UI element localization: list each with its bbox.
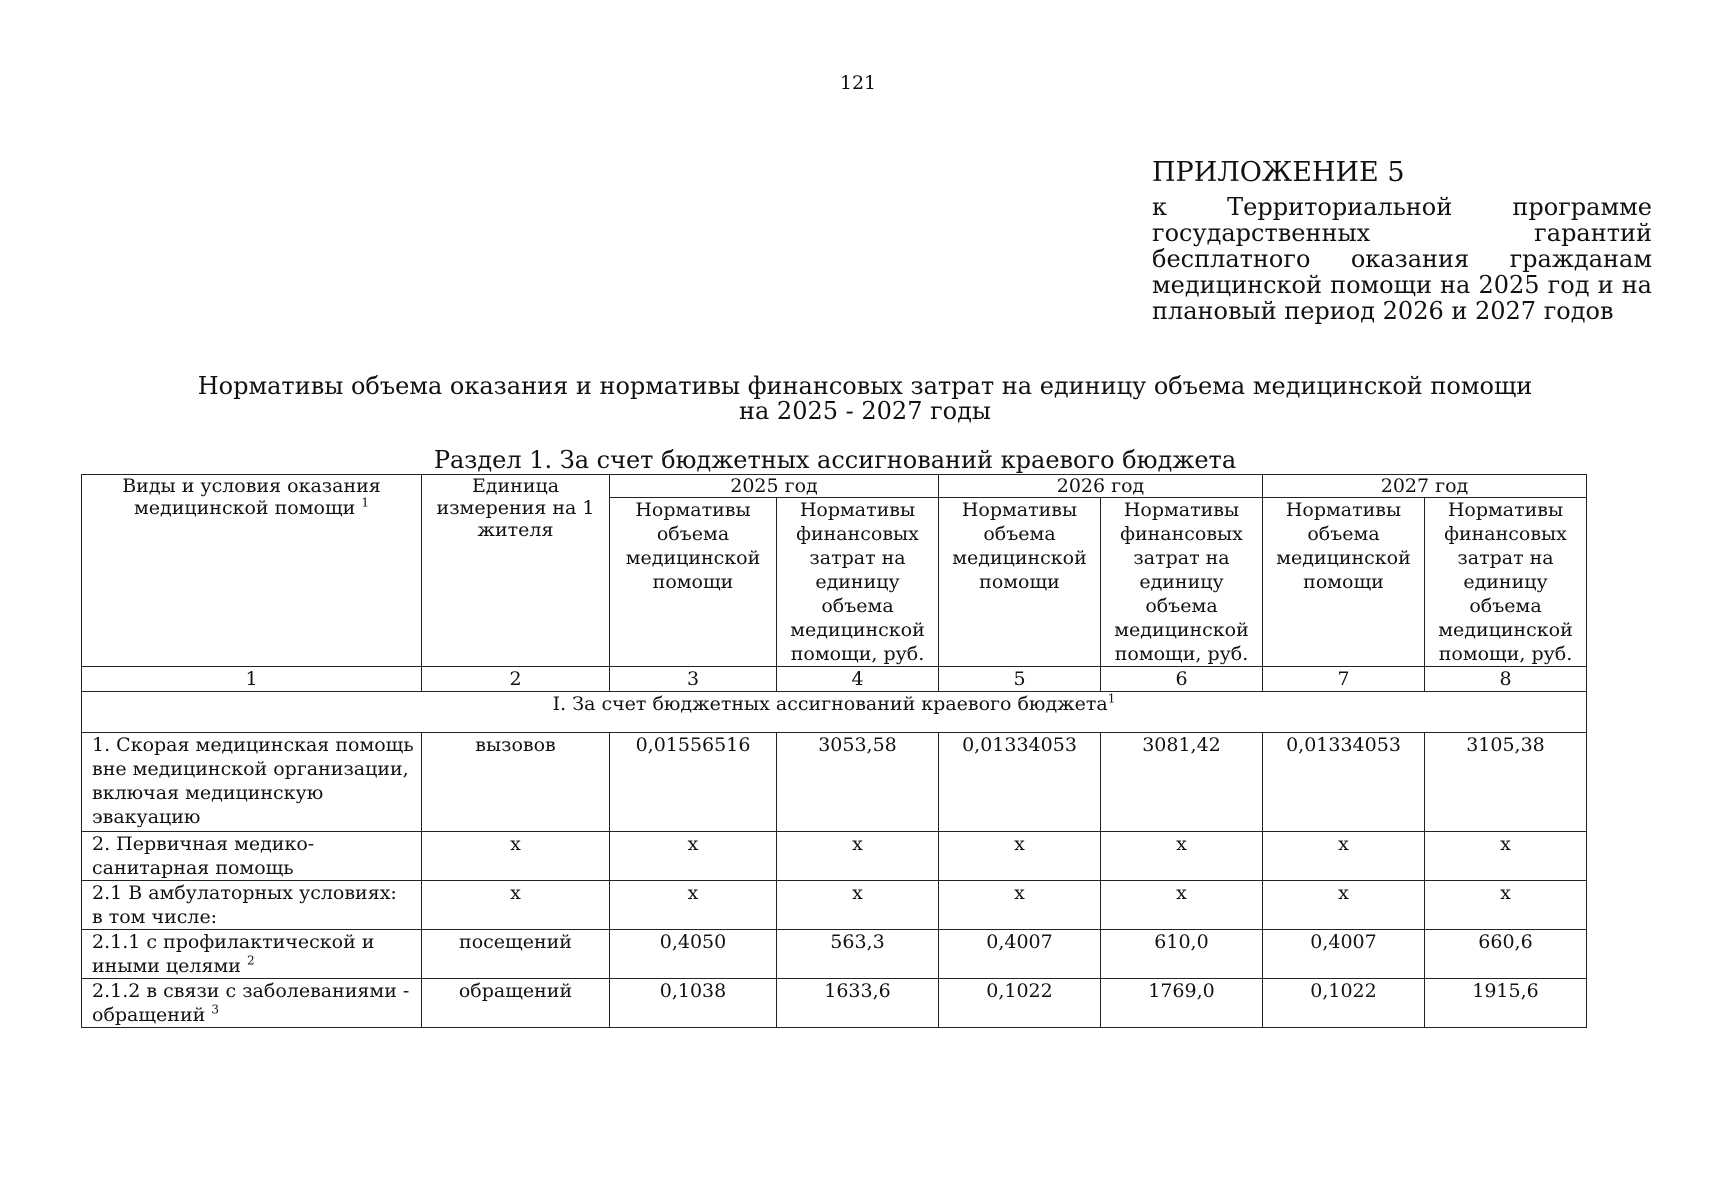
header-year-2025: 2025 год (610, 475, 939, 498)
row-cost-2027: x (1425, 881, 1587, 930)
row-cost-2027: 1915,6 (1425, 979, 1587, 1028)
table-row (82, 979, 1587, 1028)
row-name-text: 2.1.1 с профилактической и иными целями (92, 931, 375, 977)
row-cost-2026: 610,0 (1101, 930, 1263, 979)
column-number: 4 (777, 667, 939, 692)
row-name-subtext: в том числе: (92, 906, 218, 928)
header-cost-2025: Нормативы финансовых затрат на единицу объема медицинской помощи, руб. (777, 498, 939, 667)
row-name-text: 2.1 В амбулаторных условиях: (92, 882, 397, 904)
row-cost-2025: 1633,6 (777, 979, 939, 1028)
row-footnote: 2 (246, 953, 255, 968)
row-cost-2025: x (777, 832, 939, 881)
row-name (82, 733, 422, 832)
table-section-text: I. За счет бюджетных ассигнований краевого бюджета (552, 693, 1108, 715)
column-number: 6 (1101, 667, 1263, 692)
table-row (82, 733, 1587, 832)
row-cost-2027: 660,6 (1425, 930, 1587, 979)
row-name (82, 881, 422, 930)
header-volume-2025: Нормативы объема медицинской помощи (610, 498, 777, 667)
table-row (82, 930, 1587, 979)
row-name (82, 832, 422, 881)
row-unit: обращений (422, 979, 610, 1028)
row-name (82, 979, 422, 1028)
row-volume-2026: x (939, 881, 1101, 930)
row-volume-2026: 0,1022 (939, 979, 1101, 1028)
column-number: 1 (82, 667, 422, 692)
row-volume-2025: 0,4050 (610, 930, 777, 979)
row-volume-2025: 0,1038 (610, 979, 777, 1028)
column-number: 8 (1425, 667, 1587, 692)
column-number: 2 (422, 667, 610, 692)
column-number: 3 (610, 667, 777, 692)
appendix-text: к Территориальной программе государственных гарантий бесплатного оказания гражданам медицинской помощи на 2025 год и на плановый период 2026 и 2027 годов (1152, 193, 1652, 325)
norms-table (81, 474, 1587, 1028)
row-cost-2027: 3105,38 (1425, 733, 1587, 832)
row-volume-2027: 0,4007 (1263, 930, 1425, 979)
column-number: 7 (1263, 667, 1425, 692)
appendix-title: ПРИЛОЖЕНИЕ 5 (1152, 157, 1405, 188)
appendix-block (1152, 157, 1652, 325)
document-title-line2: на 2025 - 2027 годы (739, 397, 991, 425)
header-kind-footnote: 1 (361, 495, 369, 510)
row-cost-2025: 3053,58 (777, 733, 939, 832)
header-year-2027: 2027 год (1263, 475, 1587, 498)
column-number: 5 (939, 667, 1101, 692)
header-kind (82, 475, 422, 667)
row-volume-2025: x (610, 832, 777, 881)
header-cost-2027: Нормативы финансовых затрат на единицу объема медицинской помощи, руб. (1425, 498, 1587, 667)
row-name (82, 930, 422, 979)
row-cost-2026: 1769,0 (1101, 979, 1263, 1028)
row-volume-2027: 0,01334053 (1263, 733, 1425, 832)
page-number: 121 (839, 72, 877, 94)
table-row (82, 881, 1587, 930)
row-cost-2026: x (1101, 881, 1263, 930)
row-volume-2025: 0,01556516 (610, 733, 777, 832)
header-volume-2026: Нормативы объема медицинской помощи (939, 498, 1101, 667)
row-name-text: 1. Скорая медицинская помощь вне медицинской организации, включая медицинскую эвакуацию (92, 734, 414, 828)
row-unit: x (422, 881, 610, 930)
row-volume-2026: 0,4007 (939, 930, 1101, 979)
column-number-row (82, 667, 1587, 692)
table-section-footnote: 1 (1107, 691, 1116, 706)
document-title-line1: Нормативы объема оказания и нормативы финансовых затрат на единицу объема медицинской помощи (197, 372, 1533, 400)
header-cost-2026: Нормативы финансовых затрат на единицу объема медицинской помощи, руб. (1101, 498, 1263, 667)
row-unit: посещений (422, 930, 610, 979)
row-cost-2025: x (777, 881, 939, 930)
table-row (82, 832, 1587, 881)
row-footnote: 3 (211, 1002, 219, 1017)
row-volume-2027: x (1263, 832, 1425, 881)
header-volume-2027: Нормативы объема медицинской помощи (1263, 498, 1425, 667)
row-unit: вызовов (422, 733, 610, 832)
row-name-text: 2.1.2 в связи с заболеваниями - обращений (92, 980, 410, 1026)
row-cost-2026: x (1101, 832, 1263, 881)
row-cost-2025: 563,3 (777, 930, 939, 979)
header-kind-text: Виды и условия оказания медицинской помощи (122, 475, 381, 519)
row-cost-2027: x (1425, 832, 1587, 881)
table-section-title (82, 692, 1587, 733)
table-section-row (82, 692, 1587, 733)
row-cost-2026: 3081,42 (1101, 733, 1263, 832)
header-row-years (82, 475, 1587, 498)
row-volume-2026: 0,01334053 (939, 733, 1101, 832)
row-unit: x (422, 832, 610, 881)
document-title (150, 374, 1580, 424)
row-volume-2025: x (610, 881, 777, 930)
header-year-2026: 2026 год (939, 475, 1263, 498)
row-volume-2026: x (939, 832, 1101, 881)
row-volume-2027: x (1263, 881, 1425, 930)
header-unit: Единица измерения на 1 жителя (422, 475, 610, 667)
row-name-text: 2. Первичная медико-санитарная помощь (92, 833, 315, 879)
section-title: Раздел 1. За счет бюджетных ассигнований краевого бюджета (433, 446, 1237, 474)
row-volume-2027: 0,1022 (1263, 979, 1425, 1028)
